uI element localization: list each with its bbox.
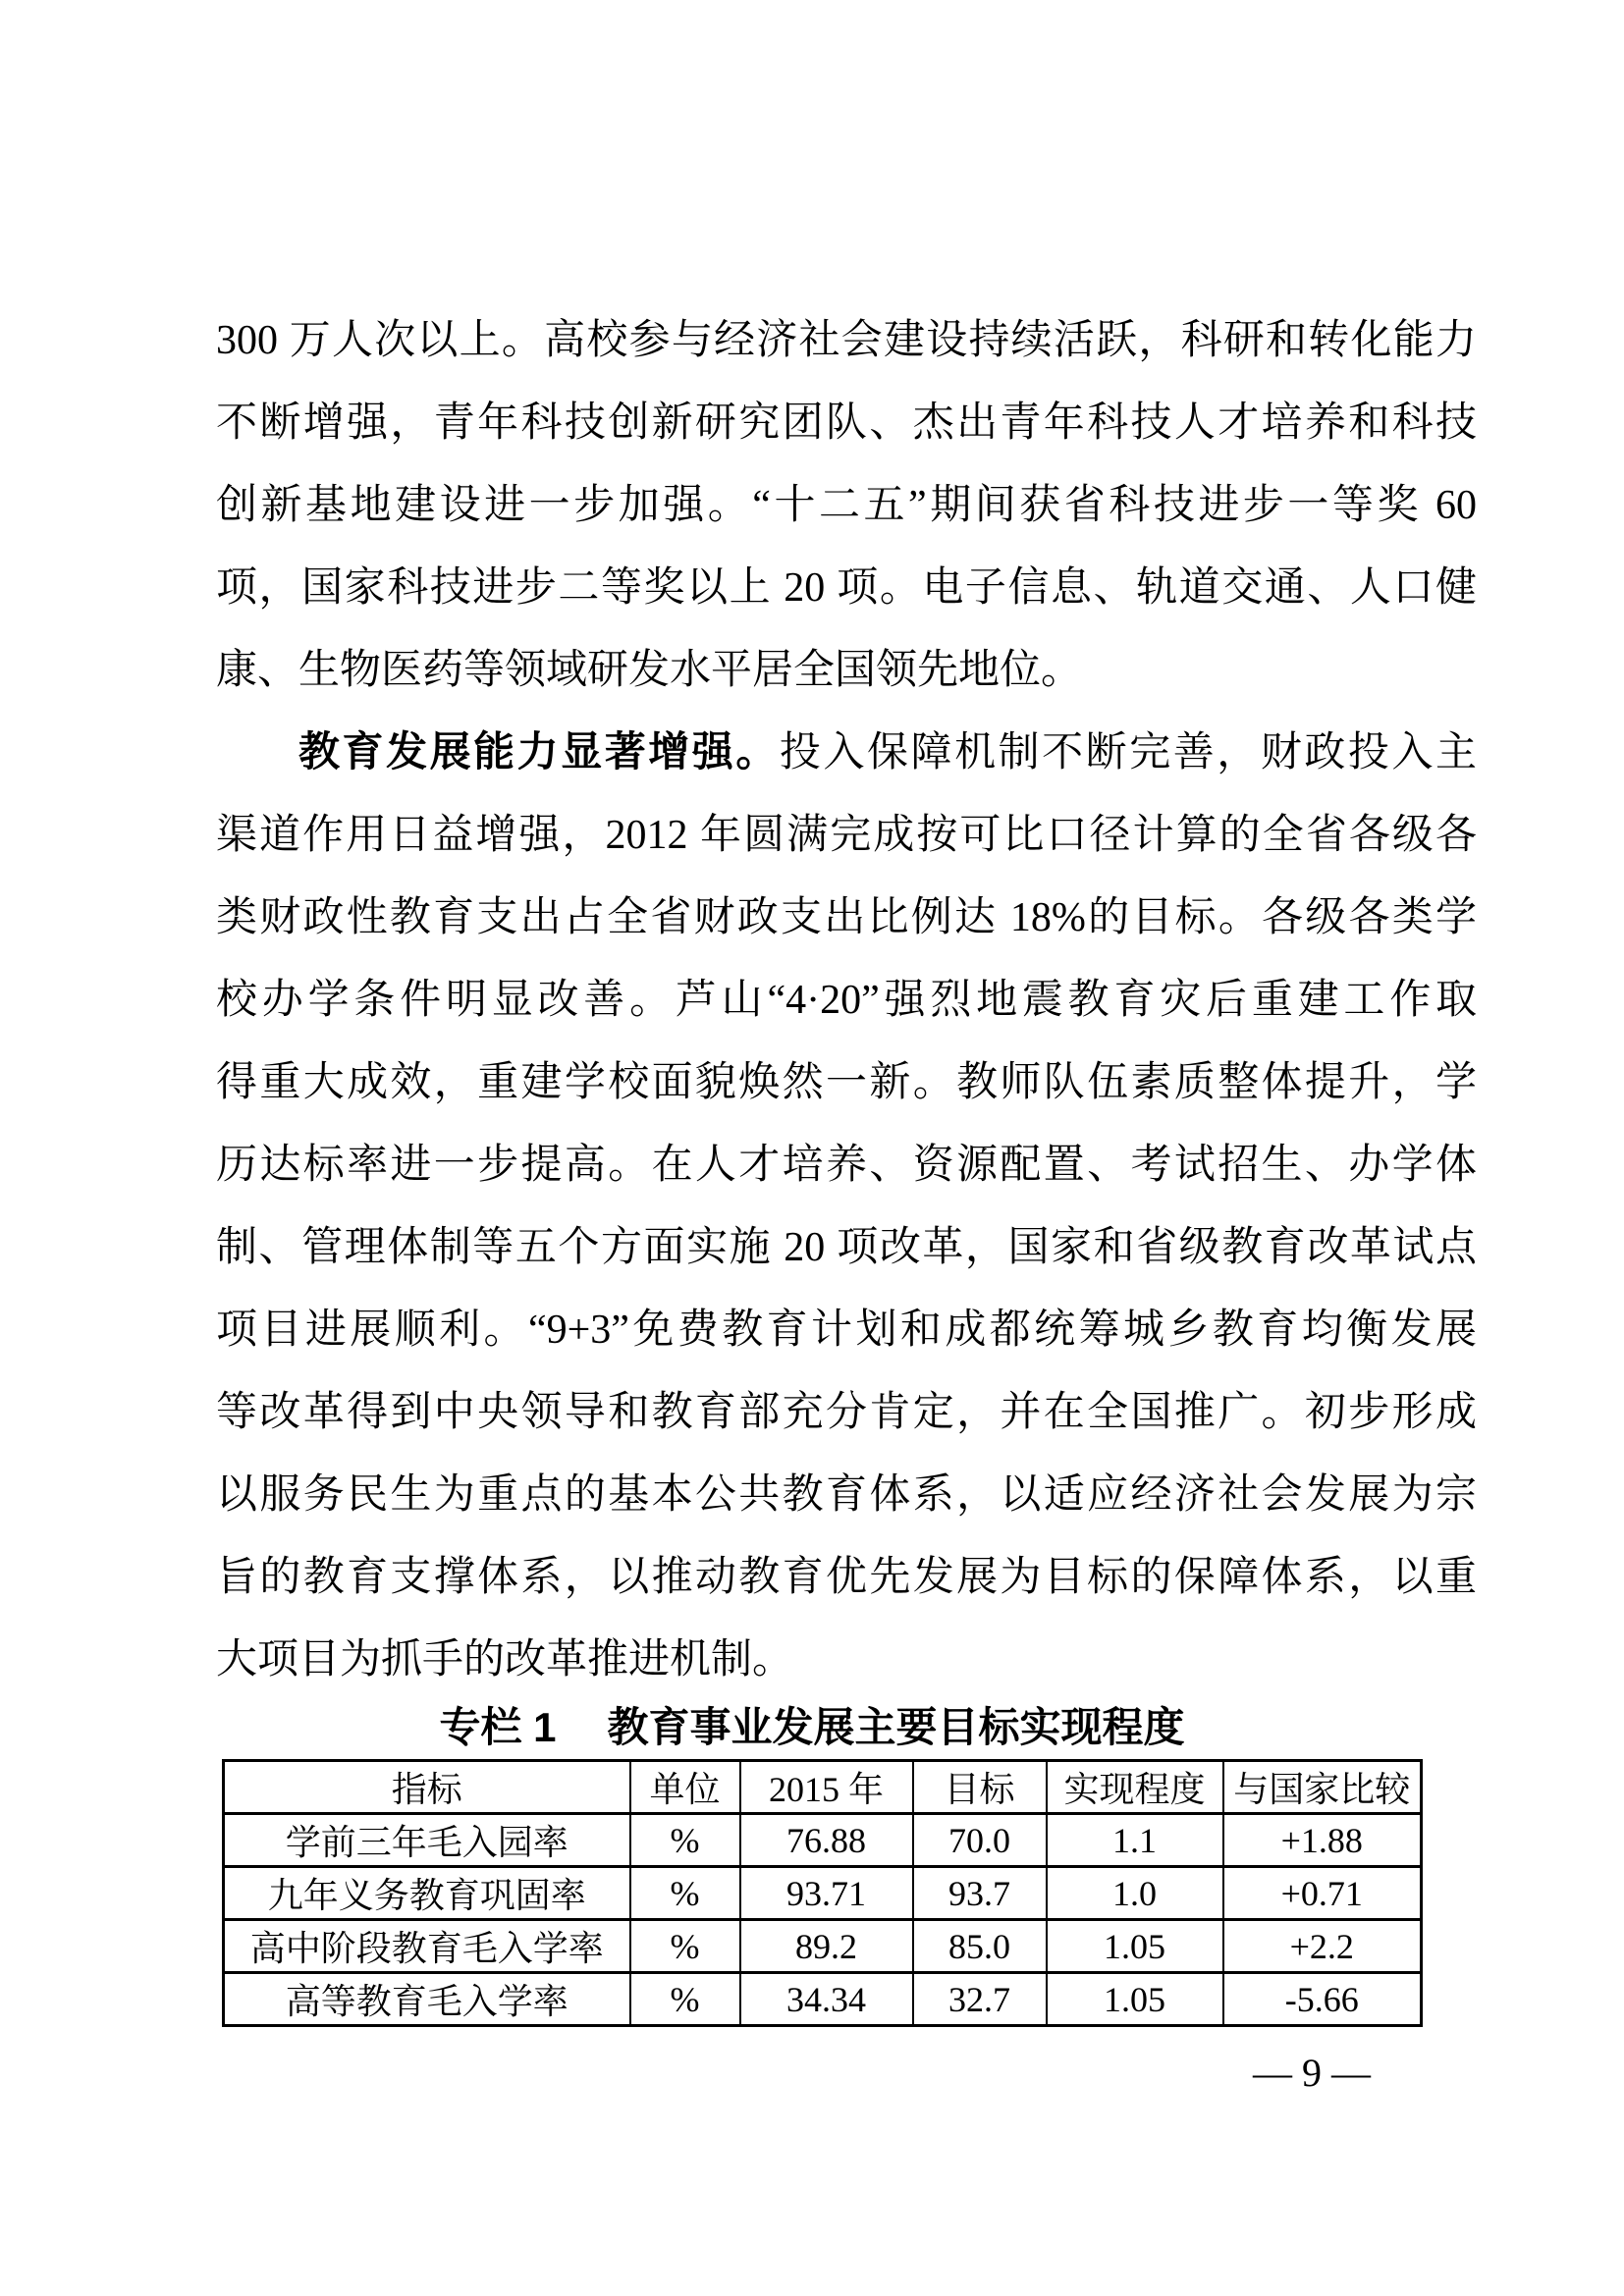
table-cell: 85.0 xyxy=(913,1920,1047,1973)
table-cell: 89.2 xyxy=(740,1920,913,1973)
page-number: — 9 — xyxy=(1253,2051,1371,2095)
text-line: 渠道作用日益增强，2012 年圆满完成按可比口径计算的全省各级各 xyxy=(216,813,1477,858)
text-line: 类财政性教育支出占全省财政支出比例达 18%的目标。各级各类学 xyxy=(216,895,1477,940)
table-header-cell: 与国家比较 xyxy=(1223,1761,1422,1814)
table-header-cell: 目标 xyxy=(913,1761,1047,1814)
table-row xyxy=(224,1973,1422,2026)
table-cell: 70.0 xyxy=(913,1814,1047,1867)
text-line: 项目进展顺利。“9+3”免费教育计划和成都统筹城乡教育均衡发展 xyxy=(216,1308,1477,1353)
table-cell: +2.2 xyxy=(1223,1920,1422,1973)
table-cell: 93.7 xyxy=(913,1867,1047,1920)
table-cell: % xyxy=(630,1814,740,1867)
indicator-name-cell: 学前三年毛入园率 xyxy=(224,1814,630,1867)
text-line: 康、生物医药等领域研发水平居全国领先地位。 xyxy=(216,648,1083,693)
box-heading xyxy=(0,1704,1624,1751)
table-cell: 1.1 xyxy=(1047,1814,1223,1867)
text-line: 等改革得到中央领导和教育部充分肯定，并在全国推广。初步形成 xyxy=(216,1390,1477,1435)
text-line: 旨的教育支撑体系，以推动教育优先发展为目标的保障体系，以重 xyxy=(216,1555,1477,1600)
table-cell: 1.05 xyxy=(1047,1973,1223,2026)
text-line: 得重大成效，重建学校面貌焕然一新。教师队伍素质整体提升，学 xyxy=(216,1060,1477,1105)
text-line: 教育发展能力显著增强。投入保障机制不断完善，财政投入主 xyxy=(298,730,1477,775)
table-cell: % xyxy=(630,1973,740,2026)
text-line: 制、管理体制等五个方面实施 20 项改革，国家和省级教育改革试点 xyxy=(216,1225,1477,1270)
table-cell: 93.71 xyxy=(740,1867,913,1920)
box-label: 专栏 1 xyxy=(439,1704,557,1750)
paragraph-bold-lead: 教育发展能力显著增强。 xyxy=(298,730,780,775)
table-cell: 32.7 xyxy=(913,1973,1047,2026)
table-cell: 34.34 xyxy=(740,1973,913,2026)
table-cell: +0.71 xyxy=(1223,1867,1422,1920)
body-text xyxy=(216,299,1477,1701)
table-cell: -5.66 xyxy=(1223,1973,1422,2026)
text-line: 不断增强，青年科技创新研究团队、杰出青年科技人才培养和科技 xyxy=(216,400,1477,446)
table-header-cell: 指标 xyxy=(224,1761,630,1814)
text-line: 以服务民生为重点的基本公共教育体系，以适应经济社会发展为宗 xyxy=(216,1472,1477,1518)
table-cell: % xyxy=(630,1920,740,1973)
text-line: 创新基地建设进一步加强。“十二五”期间获省科技进步一等奖 60 xyxy=(216,483,1477,528)
table-cell: +1.88 xyxy=(1223,1814,1422,1867)
table-row xyxy=(224,1920,1422,1973)
text-line: 历达标率进一步提高。在人才培养、资源配置、考试招生、办学体 xyxy=(216,1143,1477,1188)
table-row xyxy=(224,1814,1422,1867)
indicator-name-cell: 九年义务教育巩固率 xyxy=(224,1867,630,1920)
targets-table xyxy=(222,1759,1423,2027)
table-header-cell: 单位 xyxy=(630,1761,740,1814)
table-cell: 76.88 xyxy=(740,1814,913,1867)
text-line: 校办学条件明显改善。芦山“4·20”强烈地震教育灾后重建工作取 xyxy=(216,978,1477,1023)
table-cell: 1.0 xyxy=(1047,1867,1223,1920)
table-header-cell: 2015 年 xyxy=(740,1761,913,1814)
table-cell: % xyxy=(630,1867,740,1920)
indicator-name-cell: 高中阶段教育毛入学率 xyxy=(224,1920,630,1973)
text-line: 大项目为抓手的改革推进机制。 xyxy=(216,1637,794,1682)
table-cell: 1.05 xyxy=(1047,1920,1223,1973)
table-row xyxy=(224,1867,1422,1920)
indicator-name-cell: 高等教育毛入学率 xyxy=(224,1973,630,2026)
table-header-cell: 实现程度 xyxy=(1047,1761,1223,1814)
text-line: 项，国家科技进步二等奖以上 20 项。电子信息、轨道交通、人口健 xyxy=(216,565,1477,611)
table-body xyxy=(224,1814,1422,2026)
table-header-row xyxy=(224,1761,1422,1814)
box-title-text: 教育事业发展主要目标实现程度 xyxy=(607,1704,1185,1750)
text-line: 300 万人次以上。高校参与经济社会建设持续活跃，科研和转化能力 xyxy=(216,318,1477,363)
